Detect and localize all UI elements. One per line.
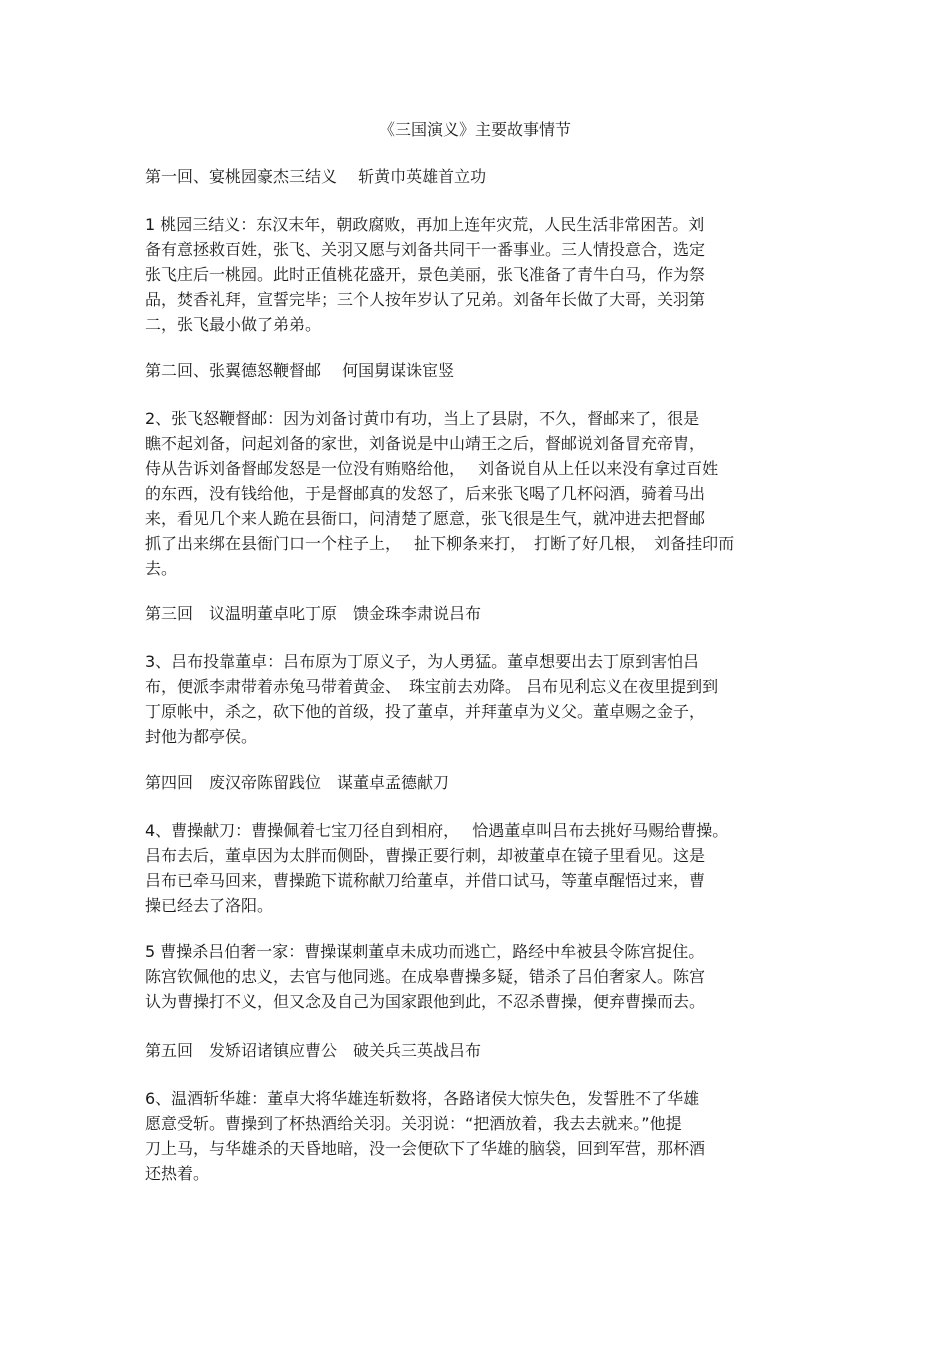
paragraph-line: 还热着。 <box>145 1164 210 1183</box>
paragraph-line: 愿意受斩。曹操到了杯热酒给关羽。关羽说：“把酒放着，我去去就来。”他提 <box>145 1114 682 1133</box>
chapter-1-heading: 第一回、宴桃园豪杰三结义 斩黄巾英雄首立功 <box>145 167 487 186</box>
document-title: 《三国演义》主要故事情节 <box>378 120 571 139</box>
paragraph-line: 封他为都亭侯。 <box>145 727 258 746</box>
paragraph-line: 6、温酒斩华雄：董卓大将华雄连斩数将，各路诸侯大惊失色，发誓胜不了华雄 <box>145 1089 700 1108</box>
paragraph-line: 的东西，没有钱给他，于是督邮真的发怒了，后来张飞喝了几杯闷酒，骑着马出 <box>145 484 706 503</box>
chapter-4-paragraph-1 <box>145 818 728 918</box>
paragraph-line: 瞧不起刘备，问起刘备的家世，刘备说是中山靖王之后，督邮说刘备冒充帝胄， <box>145 434 706 453</box>
chapter-3-paragraph-1 <box>145 649 718 749</box>
chapter-3-heading: 第三回 议温明董卓叱丁原 馈金珠李肃说吕布 <box>145 604 482 623</box>
chapter-4-heading: 第四回 废汉帝陈留践位 谋董卓孟德献刀 <box>145 773 450 792</box>
paragraph-line: 品，焚香礼拜，宣誓完毕；三个人按年岁认了兄弟。刘备年长做了大哥，关羽第 <box>145 290 706 309</box>
chapter-2-heading: 第二回、张翼德怒鞭督邮 何国舅谋诛宦竖 <box>145 361 455 380</box>
paragraph-line: 4、曹操献刀：曹操佩着七宝刀径自到相府， 恰遇董卓叫吕布去挑好马赐给曹操。 <box>145 821 729 840</box>
paragraph-line: 丁原帐中，杀之，砍下他的首级，投了董卓，并拜董卓为义父。董卓赐之金子， <box>145 702 706 721</box>
chapter-4-paragraph-2 <box>145 939 705 1014</box>
paragraph-line: 3、吕布投靠董卓：吕布原为丁原义子，为人勇猛。董卓想要出去丁原到害怕吕 <box>145 652 700 671</box>
paragraph-line: 张飞庄后一桃园。此时正值桃花盛开，景色美丽，张飞准备了青牛白马，作为祭 <box>145 265 706 284</box>
chapter-5-paragraph-1 <box>145 1086 705 1186</box>
paragraph-line: 5 曹操杀吕伯奢一家：曹操谋刺董卓未成功而逃亡，路经中牟被县令陈宫捉住。 <box>145 942 705 961</box>
chapter-1-paragraph-1 <box>145 212 705 337</box>
paragraph-line: 来，看见几个来人跪在县衙口，问清楚了愿意，张飞很是生气，就冲进去把督邮 <box>145 509 706 528</box>
paragraph-line: 吕布已牵马回来，曹操跪下谎称献刀给董卓，并借口试马，等董卓醒悟过来，曹 <box>145 871 706 890</box>
chapter-2-paragraph-1 <box>145 406 734 581</box>
paragraph-line: 2、张飞怒鞭督邮：因为刘备讨黄巾有功，当上了县尉，不久，督邮来了，很是 <box>145 409 700 428</box>
chapter-5-heading: 第五回 发矫诏诸镇应曹公 破关兵三英战吕布 <box>145 1041 482 1060</box>
paragraph-line: 陈宫钦佩他的忠义，去官与他同逃。在成皋曹操多疑，错杀了吕伯奢家人。陈宫 <box>145 967 706 986</box>
paragraph-line: 操已经去了洛阳。 <box>145 896 274 915</box>
paragraph-line: 认为曹操打不义，但又念及自己为国家跟他到此，不忍杀曹操，便弃曹操而去。 <box>145 992 706 1011</box>
paragraph-line: 吕布去后，董卓因为太胖而侧卧，曹操正要行刺，却被董卓在镜子里看见。这是 <box>145 846 706 865</box>
paragraph-line: 备有意拯救百姓，张飞、关羽又愿与刘备共同干一番事业。三人情投意合，选定 <box>145 240 706 259</box>
paragraph-line: 侍从告诉刘备督邮发怒是一位没有贿赂给他， 刘备说自从上任以来没有拿过百姓 <box>145 459 719 478</box>
paragraph-line: 抓了出来绑在县衙门口一个柱子上， 扯下柳条来打， 打断了好几根， 刘备挂印而 <box>145 534 735 553</box>
paragraph-line: 二，张飞最小做了弟弟。 <box>145 315 322 334</box>
paragraph-line: 刀上马，与华雄杀的天昏地暗，没一会便砍下了华雄的脑袋，回到军营，那杯酒 <box>145 1139 706 1158</box>
paragraph-line: 1 桃园三结义：东汉末年，朝政腐败，再加上连年灾荒，人民生活非常困苦。刘 <box>145 215 705 234</box>
paragraph-line: 去。 <box>145 559 178 578</box>
paragraph-line: 布，便派李肃带着赤兔马带着黄金、 珠宝前去劝降。 吕布见利忘义在夜里提到到 <box>145 677 719 696</box>
